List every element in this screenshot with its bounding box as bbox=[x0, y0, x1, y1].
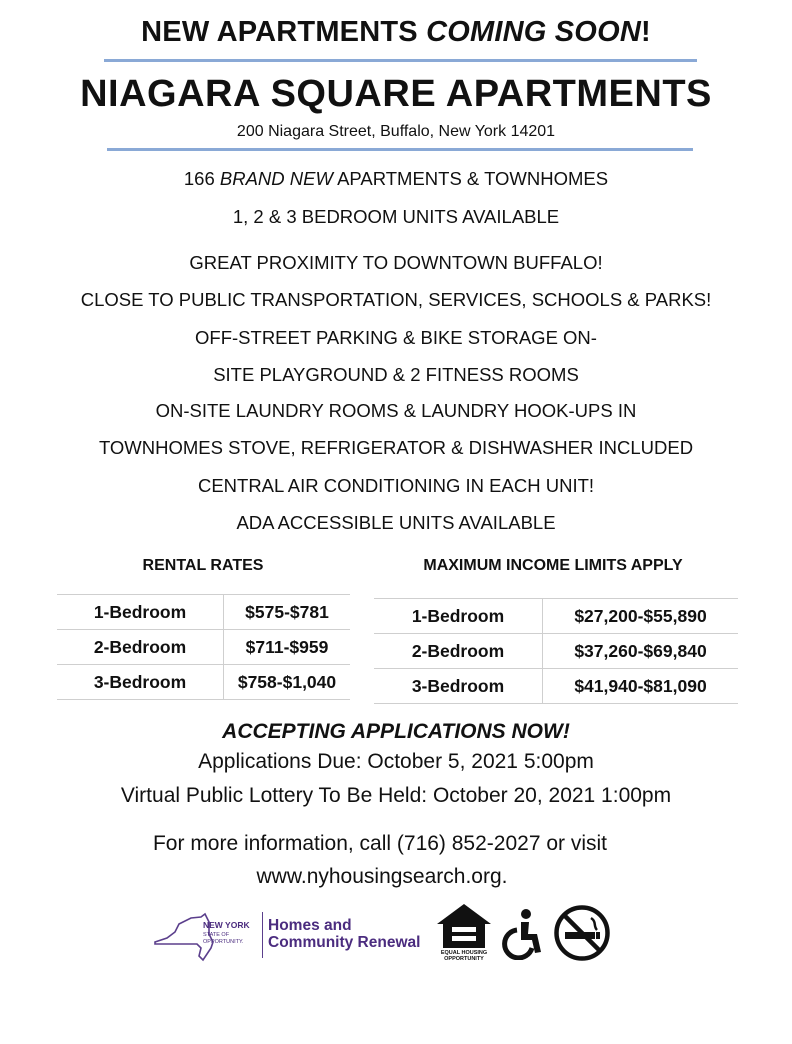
feature-line: TOWNHOMES STOVE, REFRIGERATOR & DISHWASHER INCLUDED bbox=[98, 437, 694, 458]
rental-rates-table bbox=[57, 594, 350, 700]
no-smoking-icon bbox=[553, 904, 611, 962]
feature-line: ADA ACCESSIBLE UNITS AVAILABLE bbox=[236, 512, 556, 533]
hcr-line2: Community Renewal bbox=[268, 934, 421, 951]
feature-line: SITE PLAYGROUND & 2 FITNESS ROOMS bbox=[213, 364, 579, 385]
feature-line: CENTRAL AIR CONDITIONING IN EACH UNIT! bbox=[197, 475, 595, 496]
feature-line: OFF-STREET PARKING & BIKE STORAGE ON- bbox=[195, 327, 597, 348]
value-cell: $758-$1,040 bbox=[224, 665, 351, 700]
equal-housing-icon bbox=[433, 902, 495, 952]
headline-prefix: NEW APARTMENTS bbox=[141, 16, 427, 48]
unit-cell: 1-Bedroom bbox=[374, 599, 543, 634]
equal-housing-text: EQUAL HOUSING OPPORTUNITY bbox=[440, 950, 488, 962]
hcr-line1: Homes and bbox=[268, 917, 352, 934]
info-line: For more information, call (716) 852-2027 or visit bbox=[152, 832, 608, 855]
headline-emphasis: COMING SOON bbox=[426, 16, 641, 48]
top-divider bbox=[104, 59, 697, 62]
unit-cell: 1-Bedroom bbox=[57, 595, 224, 630]
unit-cell: 2-Bedroom bbox=[374, 634, 543, 669]
table-row bbox=[374, 634, 738, 669]
accepting-applications: ACCEPTING APPLICATIONS NOW! bbox=[222, 720, 570, 743]
hcr-logo bbox=[268, 917, 420, 951]
accessibility-icon bbox=[501, 908, 543, 960]
feature-line: 1, 2 & 3 BEDROOM UNITS AVAILABLE bbox=[232, 206, 560, 227]
income-limits-table bbox=[374, 598, 738, 704]
address: 200 Niagara Street, Buffalo, New York 14201 bbox=[236, 123, 556, 140]
unit-cell: 3-Bedroom bbox=[57, 665, 224, 700]
logo-divider bbox=[262, 912, 263, 958]
rental-rates-heading: RENTAL RATES bbox=[142, 557, 264, 574]
table-row bbox=[374, 599, 738, 634]
feature-line: CLOSE TO PUBLIC TRANSPORTATION, SERVICES, SCHOOLS & PARKS! bbox=[80, 289, 712, 310]
value-cell: $41,940-$81,090 bbox=[543, 669, 739, 704]
lottery-date: Virtual Public Lottery To Be Held: October 20, 2021 1:00pm bbox=[120, 784, 672, 807]
page-title: NIAGARA SQUARE APARTMENTS bbox=[80, 73, 712, 115]
value-cell: $37,260-$69,840 bbox=[543, 634, 739, 669]
new-york-state-logo bbox=[153, 912, 261, 962]
ny-line3: OPPORTUNITY. bbox=[203, 939, 244, 945]
table-row bbox=[57, 595, 350, 630]
income-limits-heading: MAXIMUM INCOME LIMITS APPLY bbox=[423, 557, 683, 574]
table-row bbox=[374, 669, 738, 704]
feature-line: ON-SITE LAUNDRY ROOMS & LAUNDRY HOOK-UPS IN bbox=[155, 400, 637, 421]
feature-emphasis: BRAND NEW bbox=[219, 168, 333, 189]
logo-row bbox=[0, 900, 792, 970]
value-cell: $575-$781 bbox=[224, 595, 351, 630]
unit-cell: 3-Bedroom bbox=[374, 669, 543, 704]
website-link[interactable]: www.nyhousingsearch.org. bbox=[256, 865, 508, 888]
unit-cell: 2-Bedroom bbox=[57, 630, 224, 665]
ny-line1: NEW YORK bbox=[203, 920, 250, 930]
feature-line: 166 BRAND NEW APARTMENTS & TOWNHOMES bbox=[183, 168, 609, 189]
value-cell: $27,200-$55,890 bbox=[543, 599, 739, 634]
bottom-divider bbox=[107, 148, 693, 151]
ny-line2: STATE OF bbox=[203, 932, 230, 938]
value-cell: $711-$959 bbox=[224, 630, 351, 665]
headline bbox=[0, 16, 792, 49]
feature-line: GREAT PROXIMITY TO DOWNTOWN BUFFALO! bbox=[189, 252, 603, 273]
table-row bbox=[57, 630, 350, 665]
table-row bbox=[57, 665, 350, 700]
applications-due: Applications Due: October 5, 2021 5:00pm bbox=[198, 750, 594, 773]
headline-suffix: ! bbox=[640, 16, 651, 48]
